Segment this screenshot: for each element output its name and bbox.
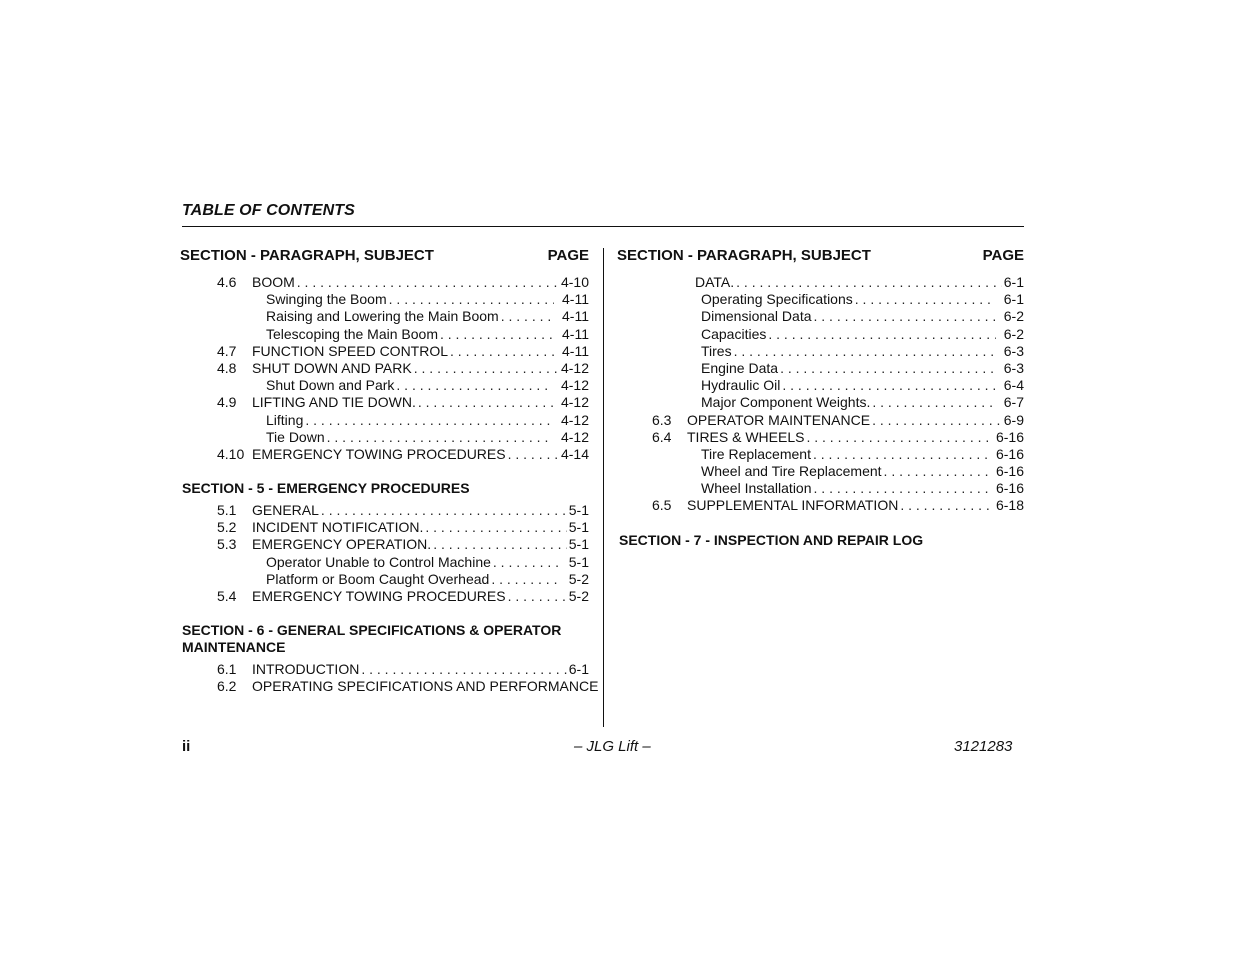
toc-entry[interactable]	[180, 571, 589, 588]
entry-title: OPERATOR MAINTENANCE	[687, 411, 871, 428]
entry-number: 4.9	[217, 394, 237, 411]
entry-title: Shut Down and Park	[266, 377, 395, 394]
dot-leader	[508, 446, 559, 463]
column-heading-subject: SECTION - PARAGRAPH, SUBJECT	[617, 247, 871, 264]
column-heading	[617, 246, 1024, 266]
dot-leader	[450, 343, 560, 360]
entry-page: 4-14	[560, 445, 589, 462]
entry-number: 5.1	[217, 502, 237, 519]
toc-entry[interactable]	[180, 661, 589, 678]
toc-column-left	[180, 246, 599, 696]
entry-page: 4-11	[562, 291, 589, 308]
toc-entry[interactable]	[617, 480, 1024, 497]
entry-page: 5-1	[568, 502, 589, 519]
entry-page: 5-1	[568, 519, 589, 536]
entry-title: SHUT DOWN AND PARK	[252, 359, 412, 376]
dot-leader	[493, 554, 561, 571]
footer-page-number: ii	[182, 738, 191, 755]
toc-entry[interactable]	[617, 343, 1024, 360]
toc-entry[interactable]	[180, 554, 589, 571]
toc-entry[interactable]	[617, 308, 1024, 325]
entry-title: LIFTING AND TIE DOWN.	[252, 394, 416, 411]
toc-entry[interactable]	[180, 308, 589, 325]
entry-title: Wheel and Tire Replacement	[701, 463, 882, 480]
entry-page: 4-12	[560, 428, 589, 445]
toc-entry[interactable]	[180, 394, 589, 411]
entry-title: Platform or Boom Caught Overhead	[266, 570, 490, 587]
dot-leader	[814, 480, 988, 497]
entry-page: 4-11	[562, 308, 589, 325]
toc-entry[interactable]	[180, 536, 589, 553]
section-heading: SECTION - 7 - INSPECTION AND REPAIR LOG	[619, 531, 924, 548]
entry-page: 6-2	[1003, 308, 1024, 325]
toc-entry[interactable]	[180, 678, 599, 695]
entry-page: 4-11	[562, 325, 589, 342]
toc-entry[interactable]	[180, 588, 589, 605]
entry-number: 6.5	[652, 497, 672, 514]
toc-entry[interactable]	[617, 274, 1024, 291]
section-heading: SECTION - 6 - GENERAL SPECIFICATIONS & OPERATOR MAINTENANCE	[182, 622, 562, 656]
dot-leader	[418, 394, 559, 411]
dot-leader	[806, 429, 994, 446]
entry-title: TIRES & WHEELS	[687, 428, 805, 445]
entry-page: 6-9	[1003, 411, 1024, 428]
toc-entry[interactable]	[180, 412, 589, 429]
dot-leader	[814, 308, 996, 325]
entry-title: EMERGENCY TOWING PROCEDURES	[252, 588, 506, 604]
dot-leader	[900, 497, 994, 514]
toc-entry[interactable]	[180, 326, 589, 343]
page-title: TABLE OF CONTENTS	[182, 202, 355, 219]
dot-leader	[414, 360, 559, 377]
toc-entry[interactable]	[180, 291, 589, 308]
section-heading: SECTION - 5 - EMERGENCY PROCEDURES	[182, 480, 470, 497]
dot-leader	[433, 536, 567, 553]
entry-title: BOOM	[252, 274, 295, 290]
entry-number: 5.4	[217, 588, 237, 604]
entry-title: Tie Down	[266, 428, 325, 445]
toc-entry[interactable]	[180, 360, 589, 377]
dot-leader	[501, 308, 554, 325]
column-divider	[603, 248, 604, 727]
dot-leader	[361, 661, 566, 678]
toc-entry[interactable]	[617, 326, 1024, 343]
header-rule	[182, 226, 1024, 227]
entry-title: SUPPLEMENTAL INFORMATION	[687, 497, 899, 514]
dot-leader	[396, 377, 553, 394]
toc-entry[interactable]	[617, 360, 1024, 377]
entry-page: 4-12	[560, 394, 589, 411]
entry-page: 6-3	[1003, 342, 1024, 359]
entry-title: Operator Unable to Control Machine	[266, 553, 491, 570]
entry-page: 6-3	[1003, 359, 1024, 376]
toc-entry[interactable]	[180, 519, 589, 536]
entry-title: Dimensional Data	[701, 308, 812, 325]
entry-page: 6-1	[1003, 274, 1024, 290]
entry-page: 4-12	[560, 411, 589, 428]
entry-title: Major Component Weights.	[701, 394, 871, 411]
entry-page: 4-11	[562, 342, 589, 359]
entry-title: Operating Specifications	[701, 291, 853, 308]
column-heading-page: PAGE	[547, 247, 589, 264]
toc-entry[interactable]	[617, 497, 1024, 514]
dot-leader	[327, 429, 553, 446]
toc-entry[interactable]	[617, 463, 1024, 480]
entry-number: 4.6	[217, 274, 237, 290]
dot-leader	[305, 412, 553, 429]
dot-leader	[508, 588, 567, 605]
toc-entry[interactable]	[617, 291, 1024, 308]
dot-leader	[321, 502, 567, 519]
entry-number: 4.7	[217, 342, 237, 359]
dot-leader	[491, 571, 560, 588]
column-heading-page: PAGE	[982, 247, 1024, 264]
entry-number: 6.1	[217, 661, 237, 678]
entry-title: Wheel Installation	[701, 480, 812, 497]
entry-title: DATA.	[695, 274, 735, 290]
toc-entry[interactable]	[617, 429, 1024, 446]
toc-column-right	[617, 246, 1024, 554]
entry-number: 6.2	[217, 678, 237, 695]
entry-page: 6-7	[1003, 394, 1024, 411]
column-heading-subject: SECTION - PARAGRAPH, SUBJECT	[180, 247, 434, 264]
toc-entry[interactable]	[617, 377, 1024, 394]
entry-page: 4-10	[560, 274, 589, 290]
dot-leader	[440, 326, 554, 343]
dot-leader	[813, 446, 988, 463]
toc-entry[interactable]	[180, 429, 589, 446]
toc-entry[interactable]	[180, 274, 589, 291]
entry-title: EMERGENCY OPERATION.	[252, 536, 432, 553]
entry-page: 6-18	[995, 497, 1024, 514]
entry-title: INTRODUCTION	[252, 661, 360, 678]
entry-title: Capacities	[701, 325, 767, 342]
dot-leader	[734, 343, 996, 360]
entry-number: 4.8	[217, 359, 237, 376]
entry-page: 4-12	[560, 359, 589, 376]
entry-title: Swinging the Boom	[266, 291, 387, 308]
entry-title: Tires	[701, 342, 732, 359]
column-heading	[180, 246, 589, 266]
dot-leader	[855, 291, 996, 308]
entry-page: 5-1	[568, 553, 589, 570]
entry-page: 5-1	[568, 536, 589, 553]
toc-entry[interactable]	[180, 446, 589, 463]
dot-leader	[297, 274, 559, 291]
entry-title: INCIDENT NOTIFICATION.	[252, 519, 424, 536]
entry-page: 6-16	[995, 463, 1024, 480]
entry-title: Tire Replacement	[701, 445, 811, 462]
entry-title: OPERATING SPECIFICATIONS AND PERFORMANCE	[252, 678, 599, 695]
entry-number: 5.3	[217, 536, 237, 553]
dot-leader	[884, 463, 988, 480]
entry-title: Hydraulic Oil	[701, 377, 781, 394]
dot-leader	[736, 274, 1002, 291]
entry-page: 5-2	[568, 588, 589, 604]
toc-entry[interactable]	[180, 377, 589, 394]
entry-title: Engine Data	[701, 359, 779, 376]
dot-leader	[425, 519, 566, 536]
entry-page: 5-2	[568, 570, 589, 587]
entry-page: 4-12	[560, 377, 589, 394]
entry-page: 6-4	[1003, 377, 1024, 394]
toc-entry[interactable]	[180, 502, 589, 519]
dot-leader	[780, 360, 996, 377]
footer-publisher: – JLG Lift –	[574, 738, 651, 755]
entry-page: 6-16	[995, 480, 1024, 497]
entry-number: 6.3	[652, 411, 672, 428]
dot-leader	[872, 394, 995, 411]
entry-number: 6.4	[652, 428, 672, 445]
entry-page: 6-16	[995, 445, 1024, 462]
entry-page: 6-16	[995, 428, 1024, 445]
entry-number: 5.2	[217, 519, 237, 536]
entry-page: 6-2	[1003, 325, 1024, 342]
entry-page: 6-1	[1003, 291, 1024, 308]
entry-title: FUNCTION SPEED CONTROL	[252, 342, 449, 359]
entry-title: Lifting	[266, 411, 304, 428]
entry-title: GENERAL	[252, 502, 319, 519]
toc-entry[interactable]	[180, 343, 589, 360]
entry-title: Raising and Lowering the Main Boom	[266, 308, 499, 325]
dot-leader	[389, 291, 554, 308]
toc-entry[interactable]	[617, 412, 1024, 429]
entry-title: Telescoping the Main Boom	[266, 325, 438, 342]
toc-entry[interactable]	[617, 394, 1024, 411]
entry-title: EMERGENCY TOWING PROCEDURES	[252, 445, 506, 462]
entry-page: 6-1	[568, 661, 589, 678]
dot-leader	[768, 326, 995, 343]
footer-document-number: 3121283	[954, 738, 1013, 755]
entry-number: 4.10	[217, 445, 245, 462]
dot-leader	[872, 412, 1002, 429]
dot-leader	[782, 377, 995, 394]
toc-entry[interactable]	[617, 446, 1024, 463]
